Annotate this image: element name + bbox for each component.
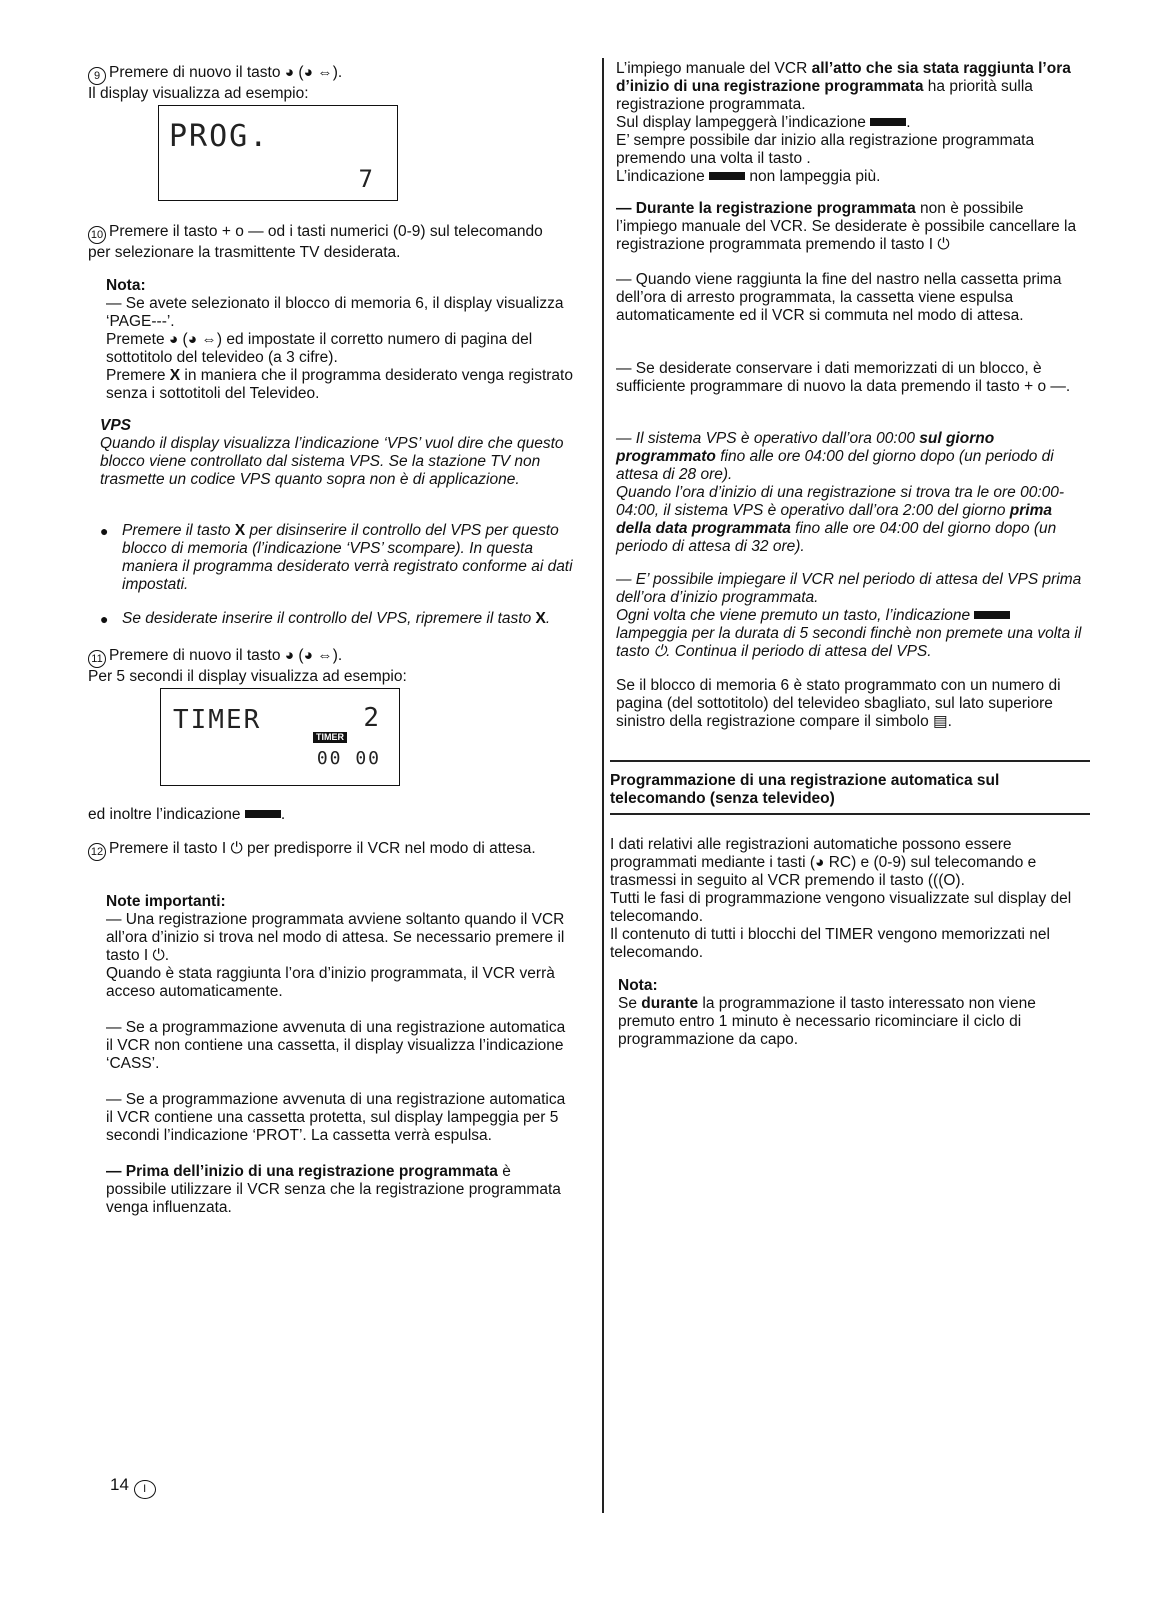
right-p1: L’impiego manuale del VCR all’atto che sia stata raggiunta l’ora d’inizio di una registrazione programmata ha priorità sulla registrazione programmata. Sul display lampeggerà l’indicazione . E’ sempre possibile dar inizio alla registrazione programmata premendo una volta il tasto . L’indicazione non lampeggia più. — [616, 60, 1071, 185]
vps-block — [100, 417, 580, 489]
nota-p1: — Se avete selezionato il blocco di memoria 6, il display visualizza ‘PAGE---’. — [106, 295, 564, 330]
right-p2: — Durante la registrazione programmata non è possibile l’impiego manuale del VCR. Se desiderate è possibile cancellare la registrazione programmata premendo il tasto I ⏻ — [616, 200, 1077, 253]
language-badge: I — [134, 1480, 156, 1499]
section-body: I dati relativi alle registrazioni automatiche possono essere programmati mediante i tasti (◕ RC) e (0-9) sul telecomando e trasmessi in seguito al VCR premendo il tasto (((O). Tutti le fasi di programmazione vengono visualizzate sul display del telecomando. Il contenuto di tutti i blocchi del TIMER vengono memorizzati nel telecomando. — [610, 836, 1072, 961]
step-10 — [88, 223, 558, 262]
section-title: Programmazione di una registrazione automatica sul telecomando (senza televideo) — [610, 772, 1000, 807]
right-p5: — Il sistema VPS è operativo dall’ora 00:00 sul giorno programmato fino alle ore 04:00 del giorno dopo (un periodo di attesa di 28 ore). Quando l’ora d’inizio di una registrazione si trova tra le ore 00:00-04:00, il sistema VPS è operativo dall’ora 2:00 del giorno prima della data programmata fino alle ore 04:00 del giorno dopo (un periodo di attesa di 32 ore). — [616, 430, 1065, 555]
timer-indicator-icon — [709, 172, 745, 180]
step-12: 12 Premere il tasto I ⏻ per predisporre il VCR nel modo di attesa. — [88, 840, 558, 861]
timer-indicator-icon — [870, 118, 906, 126]
step-number: 9 — [88, 67, 106, 85]
bullet-icon: ● — [100, 611, 109, 627]
section-rule-top — [610, 760, 1090, 762]
right-p4: — Se desiderate conservare i dati memorizzati di un blocco, è sufficiente programmare di nuovo la data premendo il tasto + o —. — [616, 360, 1071, 395]
vps-bullet-1: ● Premere il tasto X per disinserire il controllo del VPS per questo blocco di memoria (l’indicazione ‘VPS’ scompare). In questa maniera il programma desiderato verrà registrato conforme ai dati impostati. — [100, 522, 573, 593]
nota-p2: Premete ◕ (◕ ⇔) ed impostate il corretto numero di pagina del sottotitolo del televideo (a 3 cifre). — [106, 331, 533, 366]
step-9-line2: Il display visualizza ad esempio: — [88, 85, 309, 102]
bullet-icon: ● — [100, 523, 109, 539]
lcd-display-prog — [158, 105, 398, 201]
note-importanti: Note importanti: — Una registrazione programmata avviene soltanto quando il VCR all’ora d’inizio si trova nel modo di attesa. Se necessario premere il tasto I ⏻. Quando è stata raggiunta l’ora d’inizio programmata, il VCR verrà acceso automaticamente. — Se a programmazione avvenuta di una registrazione automatica il VCR non contiene una cassetta, il display visualizza l’indicazione ‘CASS’. — Se a programmazione avvenuta di una registrazione automatica il VCR contiene una cassetta protetta, sul display lampeggia per 5 secondi l’indicazione ‘PROT’. La cassetta verrà espulsa. — Prima dell’inizio di una registrazione programmata è possibile utilizzare il VCR senza che la registrazione programmata venga influenzata. — [106, 893, 566, 1216]
section-rule-bottom — [610, 813, 1090, 815]
timer-indicator-icon — [974, 611, 1010, 619]
step-10-text: Premere il tasto + o — od i tasti numerici (0-9) sul telecomando per selezionare la trasmittente TV desiderata. — [88, 223, 543, 261]
vps-text: Quando il display visualizza l’indicazione ‘VPS’ vuol dire che questo blocco viene controllato dal sistema VPS. Se la stazione TV non trasmette un codice VPS quanto sopra non è di applicazione. — [100, 435, 564, 488]
section-nota: Nota: Se durante la programmazione il tasto interessato non viene premuto entro 1 minuto è necessario ricominciare il ciclo di programmazione da capo. — [618, 977, 1036, 1048]
lcd-time: 00 00 — [316, 748, 381, 769]
timer-badge: TIMER — [313, 732, 347, 743]
right-p6: — E’ possibile impiegare il VCR nel periodo di attesa del VPS prima dell’ora d’inizio programmata. Ogni volta che viene premuto un tasto, l’indicazione lampeggia per la durata di 5 secondi finchè non premete una volta il tasto ⏻. Continua il periodo di attesa del VPS. — [616, 571, 1082, 660]
timer-indicator-icon — [245, 810, 281, 818]
nota-p3: Premere X in maniera che il programma desiderato venga registrato senza i sottotitoli del Televideo. — [106, 367, 573, 402]
right-p3: — Quando viene raggiunta la fine del nastro nella cassetta prima dell’ora di arresto programmata, la cassetta viene espulsa automaticamente ed il VCR si commuta nel modo di attesa. — [616, 271, 1062, 324]
step-number: 11 — [88, 650, 106, 668]
lcd-digit: 7 — [358, 165, 375, 193]
page-number: 14 — [110, 1475, 129, 1494]
nota-block — [106, 277, 576, 403]
step-9-line1: Premere di nuovo il tasto ◕ (◕ ⇔). — [109, 64, 343, 81]
step-number: 12 — [88, 843, 106, 861]
lcd-text: PROG. — [169, 119, 270, 154]
step-9 — [88, 64, 588, 103]
column-divider — [602, 58, 604, 1513]
step-number: 10 — [88, 226, 106, 244]
right-p7: Se il blocco di memoria 6 è stato programmato con un numero di pagina (del sottotitolo) del televideo sbagliato, sul lato superiore sinistro della registrazione compare il simbolo ▤. — [616, 677, 1061, 730]
page-footer — [110, 1476, 230, 1499]
lcd-display-timer: TIMER 2 TIMER 00 00 — [160, 688, 400, 786]
vps-bullet-2: ● Se desiderate inserire il controllo del VPS, ripremere il tasto X. — [100, 610, 551, 627]
vps-title: VPS — [100, 417, 132, 434]
step-11: 11 Premere di nuovo il tasto ◕ (◕ ⇔). Per 5 secondi il display visualizza ad esempio: — [88, 647, 407, 685]
nota-title: Nota: — [106, 277, 146, 294]
after-lcd: ed inoltre l’indicazione . — [88, 806, 286, 823]
